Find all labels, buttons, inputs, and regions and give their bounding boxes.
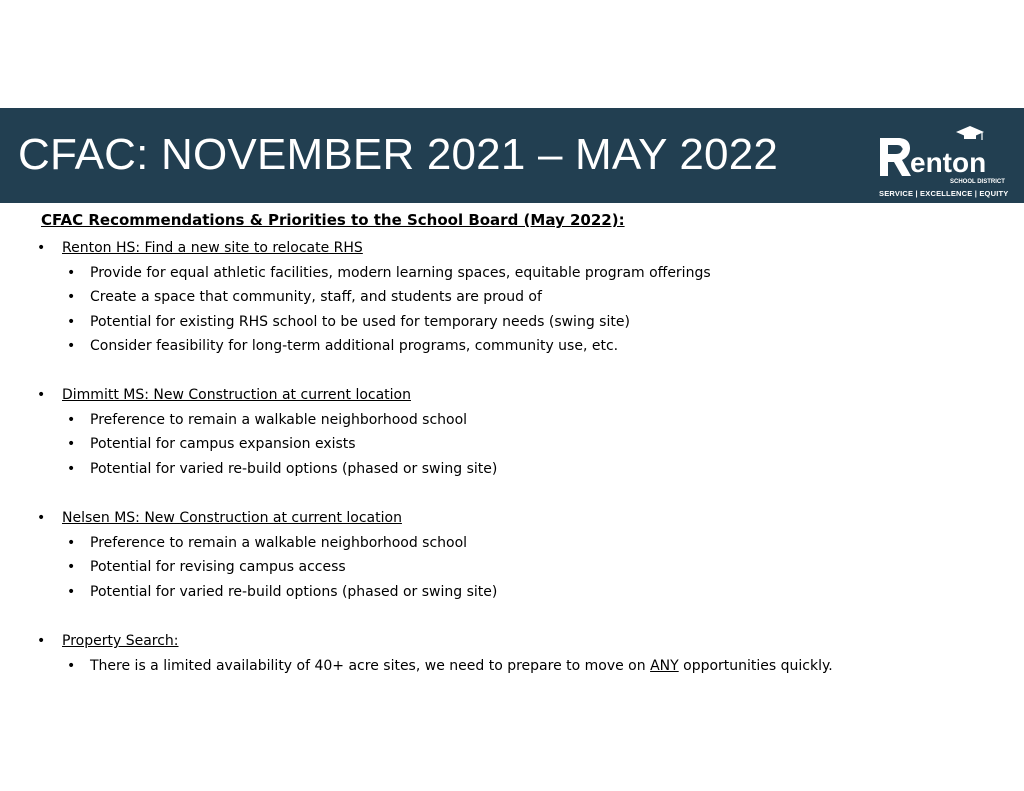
bullet-icon: • xyxy=(67,264,76,281)
recommendation-renton-hs xyxy=(0,236,1024,359)
list-item-text: Potential for varied re-build options (phased or swing site) xyxy=(90,583,498,600)
section-subtitle: CFAC Recommendations & Priorities to the School Board (May 2022): xyxy=(41,211,625,229)
list-item-text-after: opportunities quickly. xyxy=(678,657,833,674)
bullet-icon: • xyxy=(67,534,76,551)
recommendation-heading: Renton HS: Find a new site to relocate RHS xyxy=(62,240,363,256)
list-item-text: Provide for equal athletic facilities, modern learning spaces, equitable program offerings xyxy=(90,264,711,281)
emphasis-text: ANY xyxy=(650,657,679,674)
bullet-icon: • xyxy=(67,657,76,674)
recommendation-dimmitt-ms xyxy=(0,383,1024,481)
list-item xyxy=(0,334,1024,359)
list-item xyxy=(0,654,1024,679)
recommendation-heading: Dimmitt MS: New Construction at current location xyxy=(62,387,411,403)
list-item-text: Preference to remain a walkable neighborhood school xyxy=(90,534,468,551)
bullet-icon: • xyxy=(37,387,46,403)
list-item xyxy=(0,555,1024,580)
list-item-text: Create a space that community, staff, and students are proud of xyxy=(90,289,542,305)
title-banner xyxy=(0,108,1024,203)
recommendation-nelsen-ms xyxy=(0,506,1024,604)
bullet-icon: • xyxy=(67,583,76,600)
list-item-heading xyxy=(0,506,1024,531)
list-item-heading xyxy=(0,236,1024,261)
bullet-icon: • xyxy=(67,338,76,354)
slide-title: CFAC: NOVEMBER 2021 – MAY 2022 xyxy=(18,130,779,179)
list-item xyxy=(0,432,1024,457)
logo-tagline: SERVICE | EXCELLENCE | EQUITY xyxy=(879,189,1009,198)
list-item xyxy=(0,457,1024,482)
bullet-icon: • xyxy=(67,313,76,330)
recommendation-heading: Property Search: xyxy=(62,633,179,649)
list-item-text-before: There is a limited availability of 40+ acre sites, we need to prepare to move on xyxy=(90,657,651,674)
bullet-icon: • xyxy=(37,633,46,649)
list-item-text: Potential for existing RHS school to be used for temporary needs (swing site) xyxy=(90,313,630,330)
bullet-icon: • xyxy=(37,510,46,526)
list-item-text: Potential for varied re-build options (phased or swing site) xyxy=(90,460,498,477)
bullet-icon: • xyxy=(67,460,76,477)
list-item-text: Consider feasibility for long-term additional programs, community use, etc. xyxy=(90,338,619,354)
list-item-heading xyxy=(0,383,1024,408)
renton-school-district-logo xyxy=(876,118,1016,198)
list-item xyxy=(0,408,1024,433)
bullet-icon: • xyxy=(67,436,76,452)
logo-subtext: SCHOOL DISTRICT xyxy=(950,179,1005,185)
list-item xyxy=(0,310,1024,335)
bullet-icon: • xyxy=(37,240,46,256)
list-item-text: Potential for revising campus access xyxy=(90,559,346,575)
logo-wordmark: enton xyxy=(910,147,987,178)
bullet-icon: • xyxy=(67,411,76,428)
list-item-text: Preference to remain a walkable neighborhood school xyxy=(90,411,468,428)
list-item-text: Potential for campus expansion exists xyxy=(90,436,356,452)
bullet-icon: • xyxy=(67,289,76,305)
list-item-heading xyxy=(0,629,1024,654)
list-item-text xyxy=(90,654,833,679)
bullet-icon: • xyxy=(67,559,76,575)
recommendation-heading: Nelsen MS: New Construction at current location xyxy=(62,510,402,526)
list-item xyxy=(0,285,1024,310)
list-item xyxy=(0,580,1024,605)
list-item xyxy=(0,261,1024,286)
list-item xyxy=(0,531,1024,556)
recommendation-property-search xyxy=(0,629,1024,678)
